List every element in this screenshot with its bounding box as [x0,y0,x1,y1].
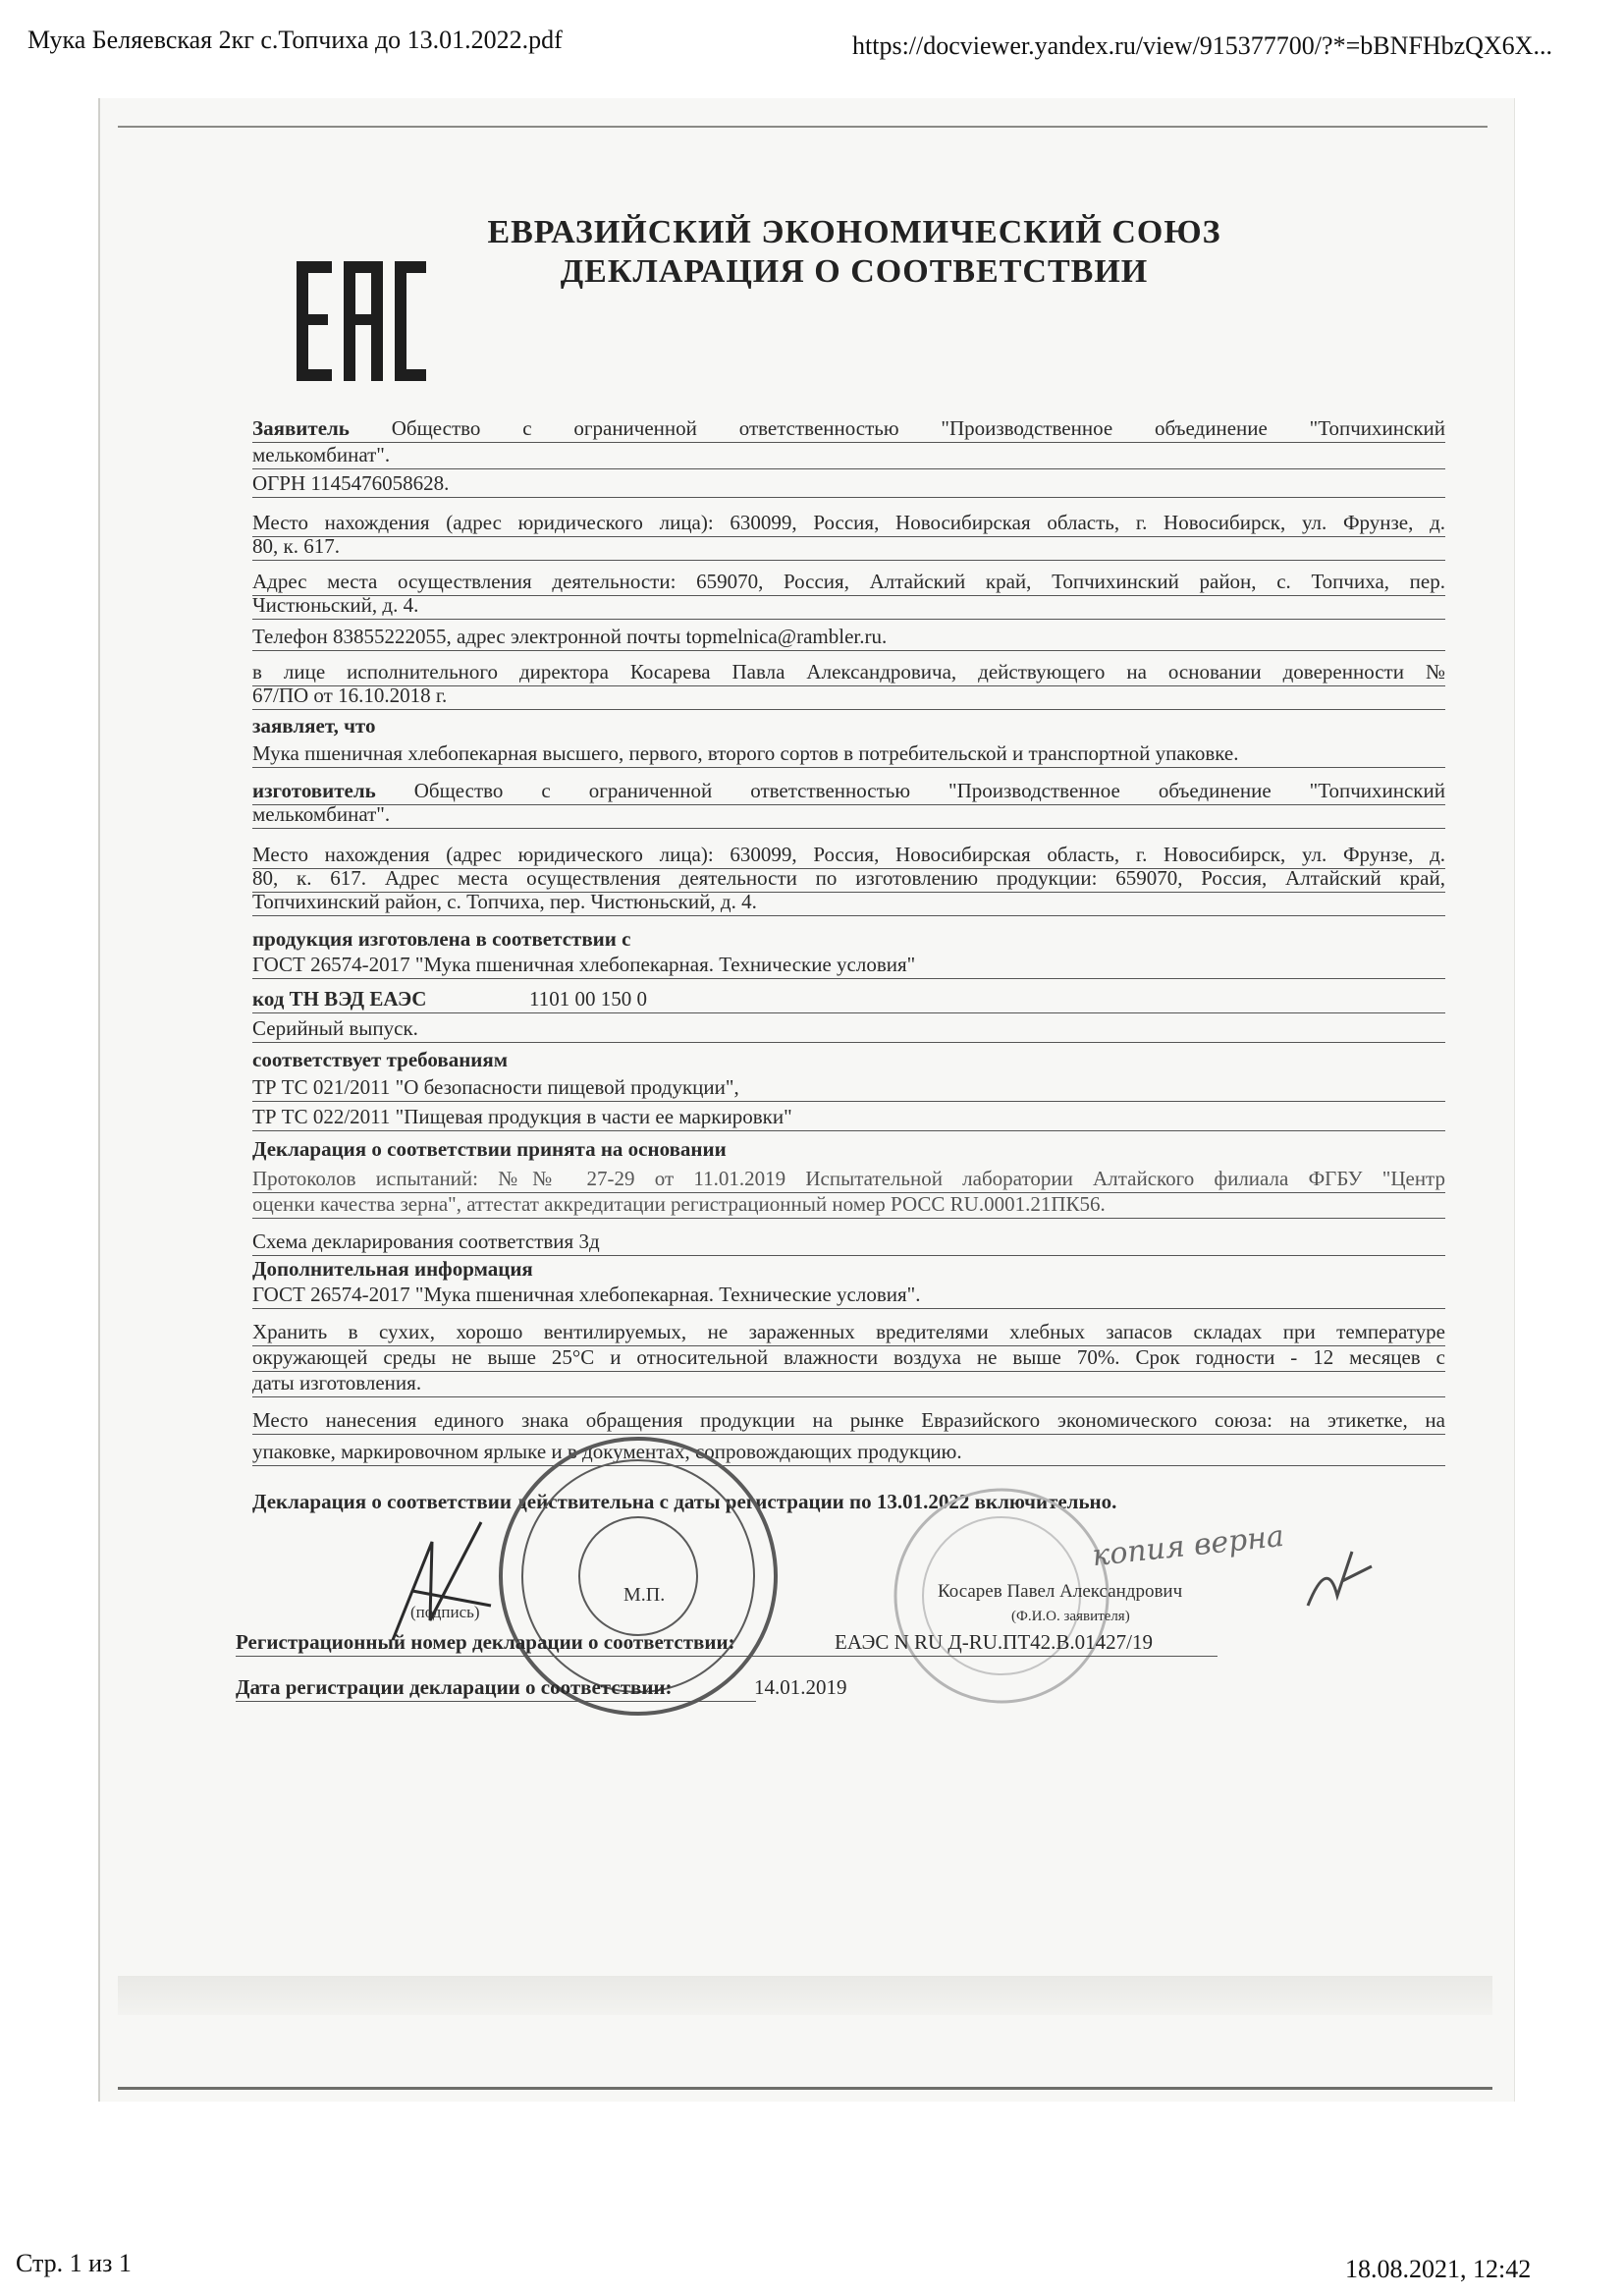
manufacturer-text: Общество с ограниченной ответственностью "Производственное объединение "Топчихинский [413,779,1445,802]
signature-caption: (подпись) [410,1603,480,1621]
manufacturer-line-2: мелькомбинат". [252,802,1445,829]
complies-label: соответствует требованиям [252,1048,509,1071]
tnved-line [252,987,1445,1013]
produced-per-label: продукция изготовлена в соответствии с [252,927,631,951]
contacts-line: Телефон 83855222055, адрес электронной почты topmelnica@rambler.ru. [252,625,1445,651]
reg-number-line [236,1630,1218,1657]
protocols-line-1: Протоколов испытаний: №№ 27-29 от 11.01.2019 Испытательной лаборатории Алтайского филиала ФГБУ "Центр [252,1167,1445,1193]
product-line: Мука пшеничная хлебопекарная высшего, первого, второго сортов в потребительской и транспортной упаковке. [252,741,1445,768]
print-datetime: 18.08.2021, 12:42 [1345,2255,1532,2283]
eac-logo [295,257,428,385]
applicant-line [252,416,1445,443]
represented-line-2: 67/ПО от 16.10.2018 г. [252,683,1445,710]
storage-line-2: окружающей среды не выше 25°С и относительной влажности воздуха не выше 70%. Срок годности - 12 месяцев с [252,1345,1445,1372]
activity-address-line-2: Чистюньский, д. 4. [252,593,1445,620]
ogrn-line: ОГРН 1145476058628. [252,471,1445,498]
reg-number: ЕАЭС N RU Д-RU.ПТ42.В.01427/19 [835,1630,1154,1654]
certifier-signature [1298,1537,1377,1615]
declares-label: заявляет, что [252,714,376,738]
represented-line-1: в лице исполнительного директора Косарева Павла Александровича, действующего на основании доверенности № [252,660,1445,686]
document-filename: Мука Беляевская 2кг с.Топчиха до 13.01.2022.pdf [27,26,563,54]
protocols-line-2: оценки качества зерна", аттестат аккредитации регистрационный номер РОСС RU.0001.21ПК56. [252,1192,1445,1219]
tnved-code: 1101 00 150 0 [529,987,647,1011]
gost-line-1: ГОСТ 26574-2017 "Мука пшеничная хлебопекарная. Технические условия" [252,953,1445,979]
storage-line-1: Хранить в сухих, хорошо вентилируемых, не зараженных вредителями хлебных запасов складах при температуре [252,1320,1445,1346]
tr-line-1: ТР ТС 021/2011 "О безопасности пищевой продукции", [252,1075,1445,1102]
reg-date-label: Дата регистрации декларации о соответствии: [236,1675,673,1699]
document-url: https://docviewer.yandex.ru/view/915377700/?*=bBNFHbzQX6X... [852,31,1552,60]
gost-line-2: ГОСТ 26574-2017 "Мука пшеничная хлебопекарная. Технические условия". [252,1283,1445,1309]
union-title: ЕВРАЗИЙСКИЙ ЭКОНОМИЧЕСКИЙ СОЮЗ [487,214,1221,250]
legal-address-line-1: Место нахождения (адрес юридического лица): 630099, Россия, Новосибирская область, г. Новосибирск, ул. Фрунзе, д. [252,511,1445,537]
mark-line-1: Место нанесения единого знака обращения продукции на рынке Евразийского экономического союза: на этикетке, на [252,1408,1445,1435]
signer-name: Косарев Павел Александрович [938,1581,1183,1602]
serial-line: Серийный выпуск. [252,1016,1445,1043]
additional-label: Дополнительная информация [252,1257,533,1281]
applicant-line-2: мелькомбинат". [252,443,1445,469]
tr-line-2: ТР ТС 022/2011 "Пищевая продукция в части ее маркировки" [252,1105,1445,1131]
mfr-address-line-1: Место нахождения (адрес юридического лица): 630099, Россия, Новосибирская область, г. Новосибирск, ул. Фрунзе, д. [252,843,1445,869]
applicant-label: Заявитель [252,416,350,440]
scheme-line: Схема декларирования соответствия 3д [252,1230,1445,1256]
applicant-text: Общество с ограниченной ответственностью "Производственное объединение "Топчихинский [391,416,1445,440]
activity-address-line-1: Адрес места осуществления деятельности: 659070, Россия, Алтайский край, Топчихинский район, с. Топчиха, пер. [252,570,1445,596]
bottom-border-line [118,2087,1492,2090]
handwritten-note: копия верна [1090,1518,1286,1574]
seal-place-mark: М.П. [623,1584,666,1606]
mark-line-2: упаковке, маркировочном ярлыке и в документах, сопровождающих продукцию. [252,1440,1445,1466]
tnved-label: код ТН ВЭД ЕАЭС [252,987,427,1011]
applicant-signature [373,1512,511,1650]
manufacturer-label: изготовитель [252,779,376,802]
reg-number-label: Регистрационный номер декларации о соответствии: [236,1630,735,1654]
signer-caption: (Ф.И.О. заявителя) [1011,1609,1130,1624]
top-border-line [118,126,1488,128]
reg-date-line [236,1675,847,1702]
storage-line-3: даты изготовления. [252,1371,1445,1397]
scan-shadow [118,1976,1492,2015]
page-counter: Стр. 1 из 1 [16,2249,132,2277]
manufacturer-line [252,779,1445,805]
basis-label: Декларация о соответствии принята на основании [252,1137,727,1161]
mfr-address-line-3: Топчихинский район, с. Топчиха, пер. Чистюньский, д. 4. [252,890,1445,916]
mfr-address-line-2: 80, к. 617. Адрес места осуществления деятельности по изготовлению продукции: 659070, Россия, Алтайский край, [252,866,1445,893]
declaration-title: ДЕКЛАРАЦИЯ О СООТВЕТСТВИИ [560,253,1149,290]
validity-line: Декларация о соответствии действительна с даты регистрации по 13.01.2022 включительно. [252,1490,1117,1513]
reg-date: 14.01.2019 [754,1675,847,1699]
legal-address-line-2: 80, к. 617. [252,534,1445,561]
